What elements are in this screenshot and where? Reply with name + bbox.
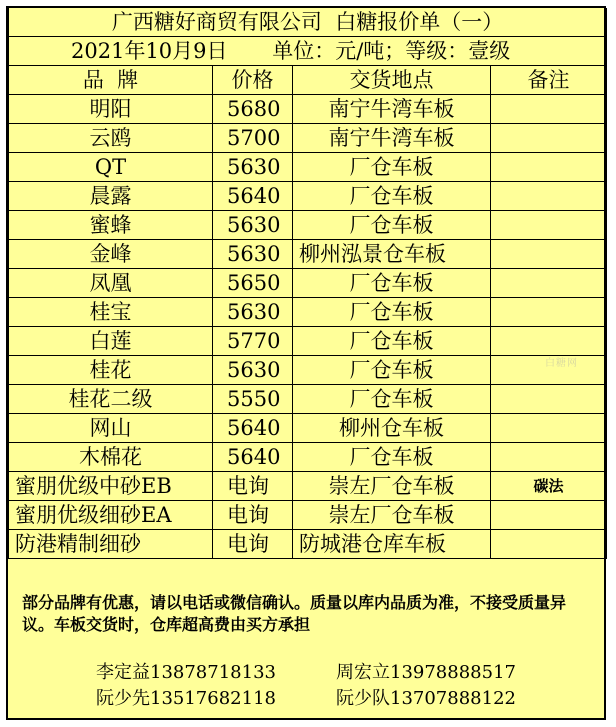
cell-brand: 网山 xyxy=(9,414,213,443)
cell-price: 5640 xyxy=(213,443,293,472)
table-row xyxy=(9,298,607,327)
cell-note xyxy=(491,501,607,530)
cell-note xyxy=(491,298,607,327)
table-row xyxy=(9,182,607,211)
cell-brand: 桂宝 xyxy=(9,298,213,327)
cell-brand: 晨露 xyxy=(9,182,213,211)
table-row xyxy=(9,530,607,559)
cell-place: 厂仓车板 xyxy=(293,182,491,211)
cell-note xyxy=(491,124,607,153)
cell-note: 碳法 xyxy=(491,472,607,501)
table-body xyxy=(9,95,607,559)
cell-place: 柳州仓车板 xyxy=(293,414,491,443)
cell-place: 柳州泓景仓车板 xyxy=(293,240,491,269)
column-header-brand: 品 牌 xyxy=(9,66,213,95)
cell-place: 厂仓车板 xyxy=(293,269,491,298)
table-row xyxy=(9,269,607,298)
cell-price: 5640 xyxy=(213,182,293,211)
column-header-row xyxy=(9,66,607,95)
table-row xyxy=(9,240,607,269)
table-row xyxy=(9,211,607,240)
cell-place: 厂仓车板 xyxy=(293,327,491,356)
cell-brand: 蜜朋优级细砂EA xyxy=(9,501,213,530)
table-row xyxy=(9,472,607,501)
table-row xyxy=(9,327,607,356)
cell-place: 厂仓车板 xyxy=(293,356,491,385)
company-title: 广西糖好商贸有限公司 白糖报价单（一） xyxy=(9,8,607,37)
cell-brand: 金峰 xyxy=(9,240,213,269)
column-header-price: 价格 xyxy=(213,66,293,95)
cell-place: 南宁牛湾车板 xyxy=(293,95,491,124)
cell-note xyxy=(491,443,607,472)
cell-note xyxy=(491,182,607,211)
cell-note xyxy=(491,327,607,356)
date-unit-row xyxy=(9,37,607,66)
price-table xyxy=(8,8,607,559)
column-header-note: 备注 xyxy=(491,66,607,95)
price-sheet xyxy=(6,6,606,720)
cell-brand: 桂花二级 xyxy=(9,385,213,414)
contact-list xyxy=(96,660,576,712)
quote-date: 2021年10月9日 xyxy=(71,39,228,63)
contact-item: 阮少队13707888122 xyxy=(336,688,516,709)
contact-item: 周宏立13978888517 xyxy=(336,662,516,683)
notice-text: 部分品牌有优惠，请以电话或微信确认。质量以库内品质为准，不接受质量异议。车板交货时，仓库超高费由买方承担 xyxy=(22,593,567,634)
contact-row xyxy=(96,660,576,686)
cell-price: 5770 xyxy=(213,327,293,356)
cell-note xyxy=(491,240,607,269)
cell-price: 5650 xyxy=(213,269,293,298)
cell-price: 5630 xyxy=(213,240,293,269)
cell-place: 厂仓车板 xyxy=(293,211,491,240)
contact-row xyxy=(96,686,576,712)
unit-grade: 单位：元/吨；等级：壹级 xyxy=(272,39,511,63)
cell-price: 电询 xyxy=(213,530,293,559)
cell-place: 厂仓车板 xyxy=(293,298,491,327)
cell-brand: 白莲 xyxy=(9,327,213,356)
table-row xyxy=(9,356,607,385)
cell-brand: 桂花 xyxy=(9,356,213,385)
table-row xyxy=(9,501,607,530)
cell-price: 电询 xyxy=(213,472,293,501)
watermark-text: 白糖网 xyxy=(545,358,578,369)
cell-price: 5630 xyxy=(213,153,293,182)
cell-note xyxy=(491,269,607,298)
table-row xyxy=(9,385,607,414)
contact-item: 李定益13878718133 xyxy=(96,662,276,683)
cell-place: 厂仓车板 xyxy=(293,385,491,414)
column-header-place: 交货地点 xyxy=(293,66,491,95)
cell-brand: 木棉花 xyxy=(9,443,213,472)
cell-place: 防城港仓库车板 xyxy=(293,530,491,559)
cell-brand: 蜜蜂 xyxy=(9,211,213,240)
cell-price: 5550 xyxy=(213,385,293,414)
cell-price: 5640 xyxy=(213,414,293,443)
cell-note xyxy=(491,414,607,443)
cell-note xyxy=(491,385,607,414)
table-row xyxy=(9,124,607,153)
cell-price: 5700 xyxy=(213,124,293,153)
cell-price: 5630 xyxy=(213,298,293,327)
contact-item: 阮少先13517682118 xyxy=(96,688,276,709)
cell-brand: 凤凰 xyxy=(9,269,213,298)
cell-note xyxy=(491,153,607,182)
cell-place: 崇左厂仓车板 xyxy=(293,501,491,530)
cell-brand: 蜜朋优级中砂EB xyxy=(9,472,213,501)
cell-place: 厂仓车板 xyxy=(293,153,491,182)
cell-place: 崇左厂仓车板 xyxy=(293,472,491,501)
cell-price: 5680 xyxy=(213,95,293,124)
cell-price: 电询 xyxy=(213,501,293,530)
cell-note xyxy=(491,530,607,559)
cell-brand: 云鸥 xyxy=(9,124,213,153)
cell-brand: QT xyxy=(9,153,213,182)
cell-brand: 明阳 xyxy=(9,95,213,124)
cell-note xyxy=(491,211,607,240)
table-row xyxy=(9,443,607,472)
title-row xyxy=(9,8,607,37)
cell-brand: 防港精制细砂 xyxy=(9,530,213,559)
table-row xyxy=(9,153,607,182)
table-row xyxy=(9,95,607,124)
cell-place: 厂仓车板 xyxy=(293,443,491,472)
cell-note xyxy=(491,95,607,124)
cell-place: 南宁牛湾车板 xyxy=(293,124,491,153)
cell-price: 5630 xyxy=(213,211,293,240)
cell-price: 5630 xyxy=(213,356,293,385)
table-row xyxy=(9,414,607,443)
